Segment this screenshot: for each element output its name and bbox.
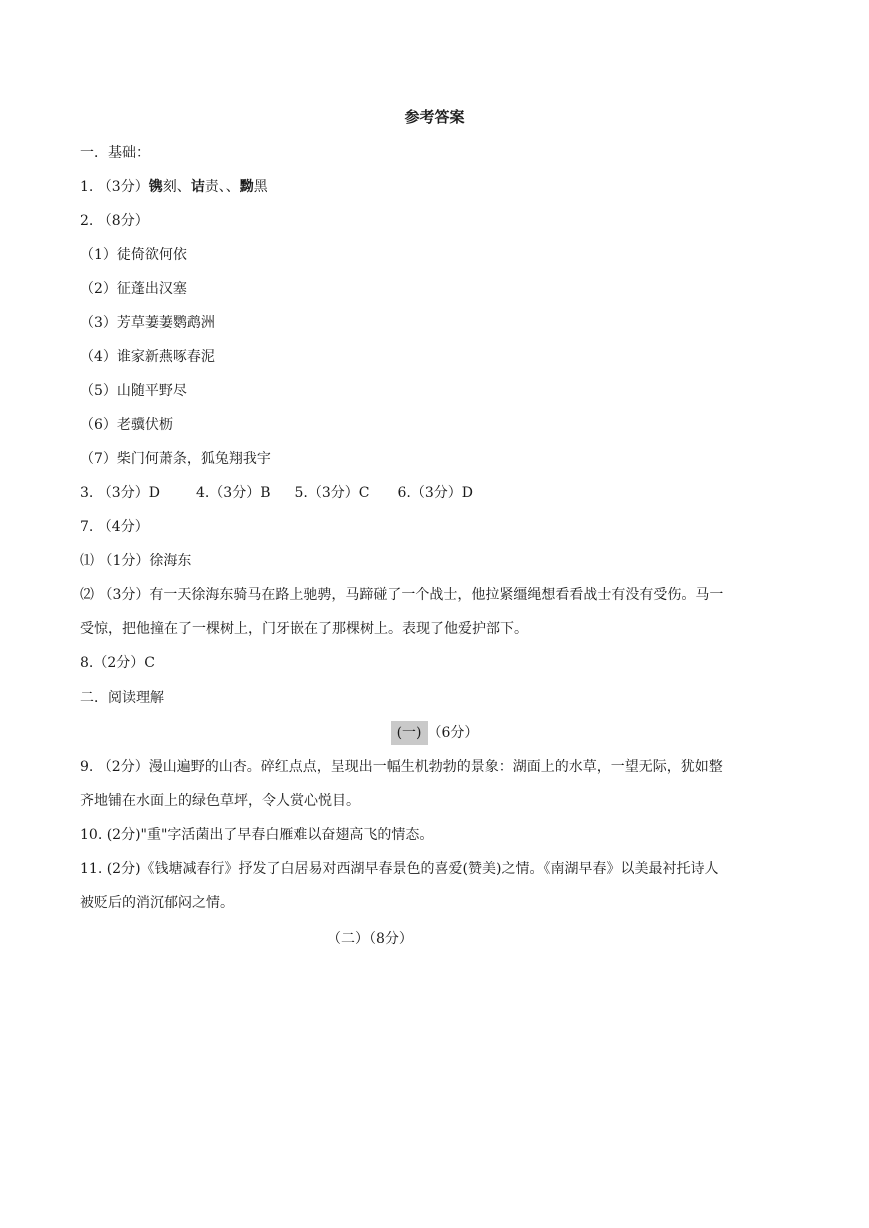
q1-text-2: 责、、 [204, 179, 240, 195]
q1-word-2: 诘 [190, 179, 205, 195]
answer-q3: 3. （3分）D [80, 485, 160, 501]
page-title: 参考答案 [404, 108, 465, 126]
answer-q6: 6.（3分）D [397, 485, 473, 501]
answer-q7-heading: 7. （4分） [80, 519, 149, 535]
answer-q11-line2: 被贬后的消沉郁闷之情。 [80, 895, 234, 911]
q2-item: （3）芳草萋萋鹦鹉洲 [80, 315, 215, 331]
part-one-heading [0, 722, 869, 742]
answer-q7-1: ⑴ （1分）徐海东 [80, 553, 192, 569]
answer-q10: 10. (2分)"重"字活菌出了早春白雁难以奋翅高飞的情态。 [80, 827, 434, 843]
q2-item: （2）征蓬出汉塞 [80, 281, 187, 297]
section-reading-heading: 二．阅读理解 [80, 690, 164, 706]
answer-q5: 5.（3分）C [294, 485, 370, 501]
q2-item: （1）徒倚欲何依 [80, 247, 187, 263]
answer-q9-line2: 齐地铺在水面上的绿色草坪，令人赏心悦目。 [80, 793, 360, 809]
q1-word-3: 黝 [239, 179, 254, 195]
q1-text-1: 刻、 [162, 179, 191, 195]
q2-item: （7）柴门何萧条，狐兔翔我宇 [80, 451, 271, 467]
part-one-label: (一) [391, 721, 428, 745]
q1-prefix: 1. （3分） [80, 179, 149, 195]
answer-q8: 8.（2分）C [80, 655, 155, 671]
q2-item: （6）老骥伏枥 [80, 417, 173, 433]
q1-word-1: 镌 [148, 179, 163, 195]
q2-item: （5）山随平野尽 [80, 383, 187, 399]
answer-q2-heading: 2. （8分） [80, 213, 149, 229]
answer-q4: 4.（3分）B [195, 485, 271, 501]
q1-text-3: 黑 [253, 179, 268, 195]
answer-q11-line1: 11. (2分)《钱塘减春行》抒发了白居易对西湖早春景色的喜爱(赞美)之情。《南湖早春》以美最衬托诗人 [80, 861, 719, 877]
answer-q9-line1: 9. （2分）漫山遍野的山杏。碎红点点，呈现出一幅生机勃勃的景象：湖面上的水草，一望无际，犹如整 [80, 759, 723, 775]
part-one-score: （6分） [427, 725, 479, 741]
answer-q1 [80, 177, 268, 197]
q2-item: （4）谁家新燕啄春泥 [80, 349, 215, 365]
answer-q7-2-line2: 受惊，把他撞在了一棵树上，门牙嵌在了那棵树上。表现了他爱护部下。 [80, 621, 528, 637]
section-basic-heading: 一．基础： [80, 145, 150, 161]
answer-q7-2-line1: ⑵ （3分）有一天徐海东骑马在路上驰骋，马蹄碰了一个战士，他拉紧缰绳想看看战士有没有受伤。马一 [80, 587, 724, 603]
part-two-heading: （二）（8分） [327, 931, 413, 947]
answers-q3-q6 [80, 483, 473, 503]
